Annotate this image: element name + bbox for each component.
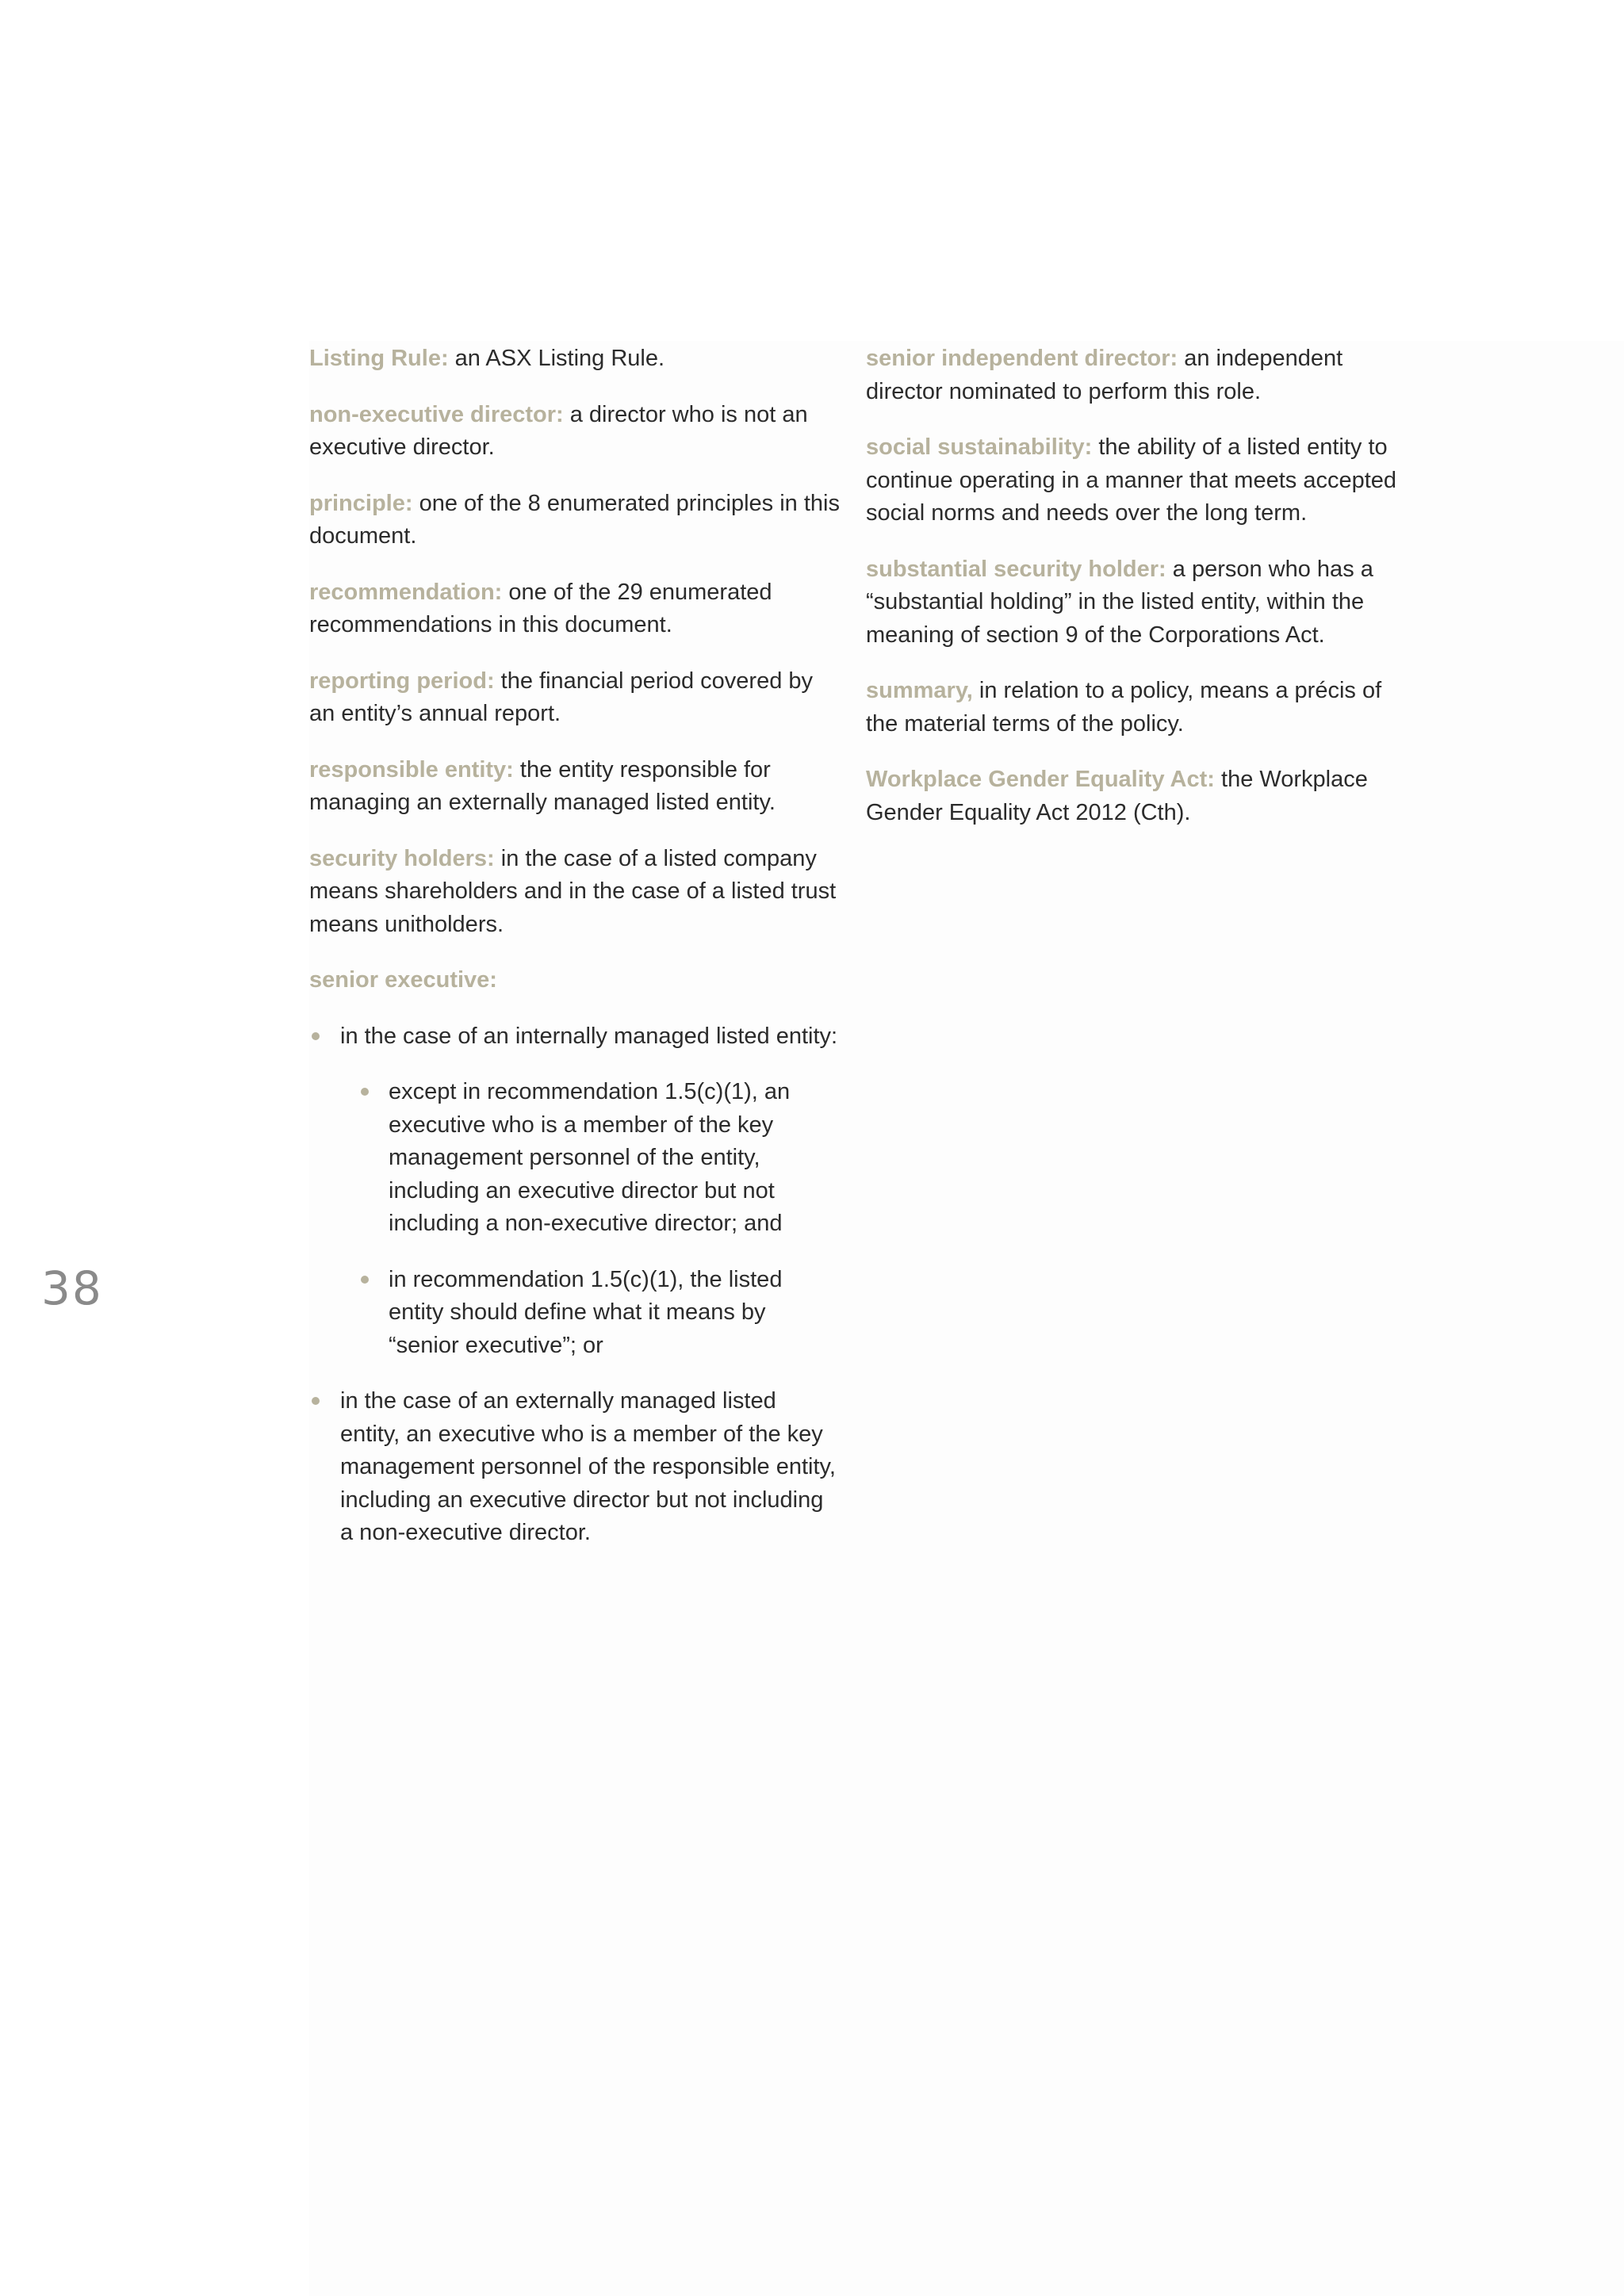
glossary-definition: a person who has a “substantial holding” in the listed entity, within the meaning of section 9 of the Corporations Act.	[866, 556, 1373, 648]
sub-bullet-text: in recommendation 1.5(c)(1), the listed entity should define what it means by “senior executive”; or	[389, 1266, 783, 1358]
sub-bullet-item	[340, 1264, 841, 1363]
glossary-term: reporting period:	[309, 668, 495, 694]
glossary-entry-workplace-gender-equality-act	[866, 763, 1405, 829]
bullet-text: in the case of an internally managed listed entity:	[340, 1023, 838, 1049]
glossary-term: social sustainability:	[866, 434, 1093, 460]
glossary-term: security holders:	[309, 845, 495, 871]
sub-bullet-item	[340, 1076, 841, 1241]
glossary-entry-reporting-period	[309, 665, 841, 731]
glossary-left-column	[309, 342, 841, 1573]
glossary-definition: the Workplace Gender Equality Act 2012 (Cth).	[866, 767, 1368, 825]
glossary-term: senior independent director:	[866, 346, 1178, 371]
page-number: 38	[41, 1261, 103, 1315]
sub-bullet-text: except in recommendation 1.5(c)(1), an executive who is a member of the key management personnel of the entity, including an executive director but not including a non-executive director; and	[389, 1079, 791, 1236]
glossary-entry-senior-independent-director	[866, 342, 1405, 408]
glossary-term: non-executive director:	[309, 401, 564, 427]
glossary-entry-summary	[866, 675, 1405, 740]
glossary-definition: the financial period covered by an entity’s annual report.	[309, 668, 814, 726]
bullet-item-internally-managed	[309, 1020, 841, 1363]
glossary-entry-security-holders	[309, 843, 841, 942]
bullet-text: in the case of an externally managed listed entity, an executive who is a member of the key management personnel of the responsible entity, including an executive director but not including a non-executive director.	[340, 1388, 836, 1545]
glossary-entry-responsible-entity	[309, 754, 841, 820]
bullet-item-externally-managed	[309, 1385, 841, 1550]
sub-bullet-list	[340, 1076, 841, 1362]
senior-executive-list	[309, 1020, 841, 1550]
glossary-entry-non-executive-director	[309, 399, 841, 465]
glossary-entry-recommendation	[309, 576, 841, 642]
glossary-definition: in relation to a policy, means a précis of the material terms of the policy.	[866, 678, 1382, 737]
glossary-definition: one of the 29 enumerated recommendations in this document.	[309, 579, 772, 637]
glossary-term: Listing Rule:	[309, 346, 449, 371]
glossary-entry-social-sustainability	[866, 431, 1405, 530]
glossary-definition: in the case of a listed company means shareholders and in the case of a listed trust means unitholders.	[309, 845, 837, 937]
glossary-entry-listing-rule	[309, 342, 841, 376]
glossary-definition: an independent director nominated to perform this role.	[866, 346, 1343, 404]
glossary-definition: the ability of a listed entity to continue operating in a manner that meets accepted social norms and needs over the long term.	[866, 434, 1397, 526]
glossary-term-senior-executive: senior executive:	[309, 967, 497, 993]
glossary-entry-principle	[309, 488, 841, 553]
glossary-definition: the entity responsible for managing an externally managed listed entity.	[309, 756, 776, 815]
glossary-term: Workplace Gender Equality Act:	[866, 767, 1215, 792]
glossary-term: summary,	[866, 678, 973, 703]
glossary-definition: a director who is not an executive director.	[309, 401, 808, 460]
glossary-term: recommendation:	[309, 579, 503, 605]
glossary-right-column	[866, 342, 1405, 852]
glossary-term: principle:	[309, 490, 413, 516]
glossary-definition: one of the 8 enumerated principles in this document.	[309, 490, 840, 549]
glossary-term: responsible entity:	[309, 756, 514, 783]
glossary-term: substantial security holder:	[866, 556, 1166, 582]
glossary-entry-substantial-security-holder	[866, 553, 1405, 652]
glossary-definition: an ASX Listing Rule.	[448, 346, 665, 371]
